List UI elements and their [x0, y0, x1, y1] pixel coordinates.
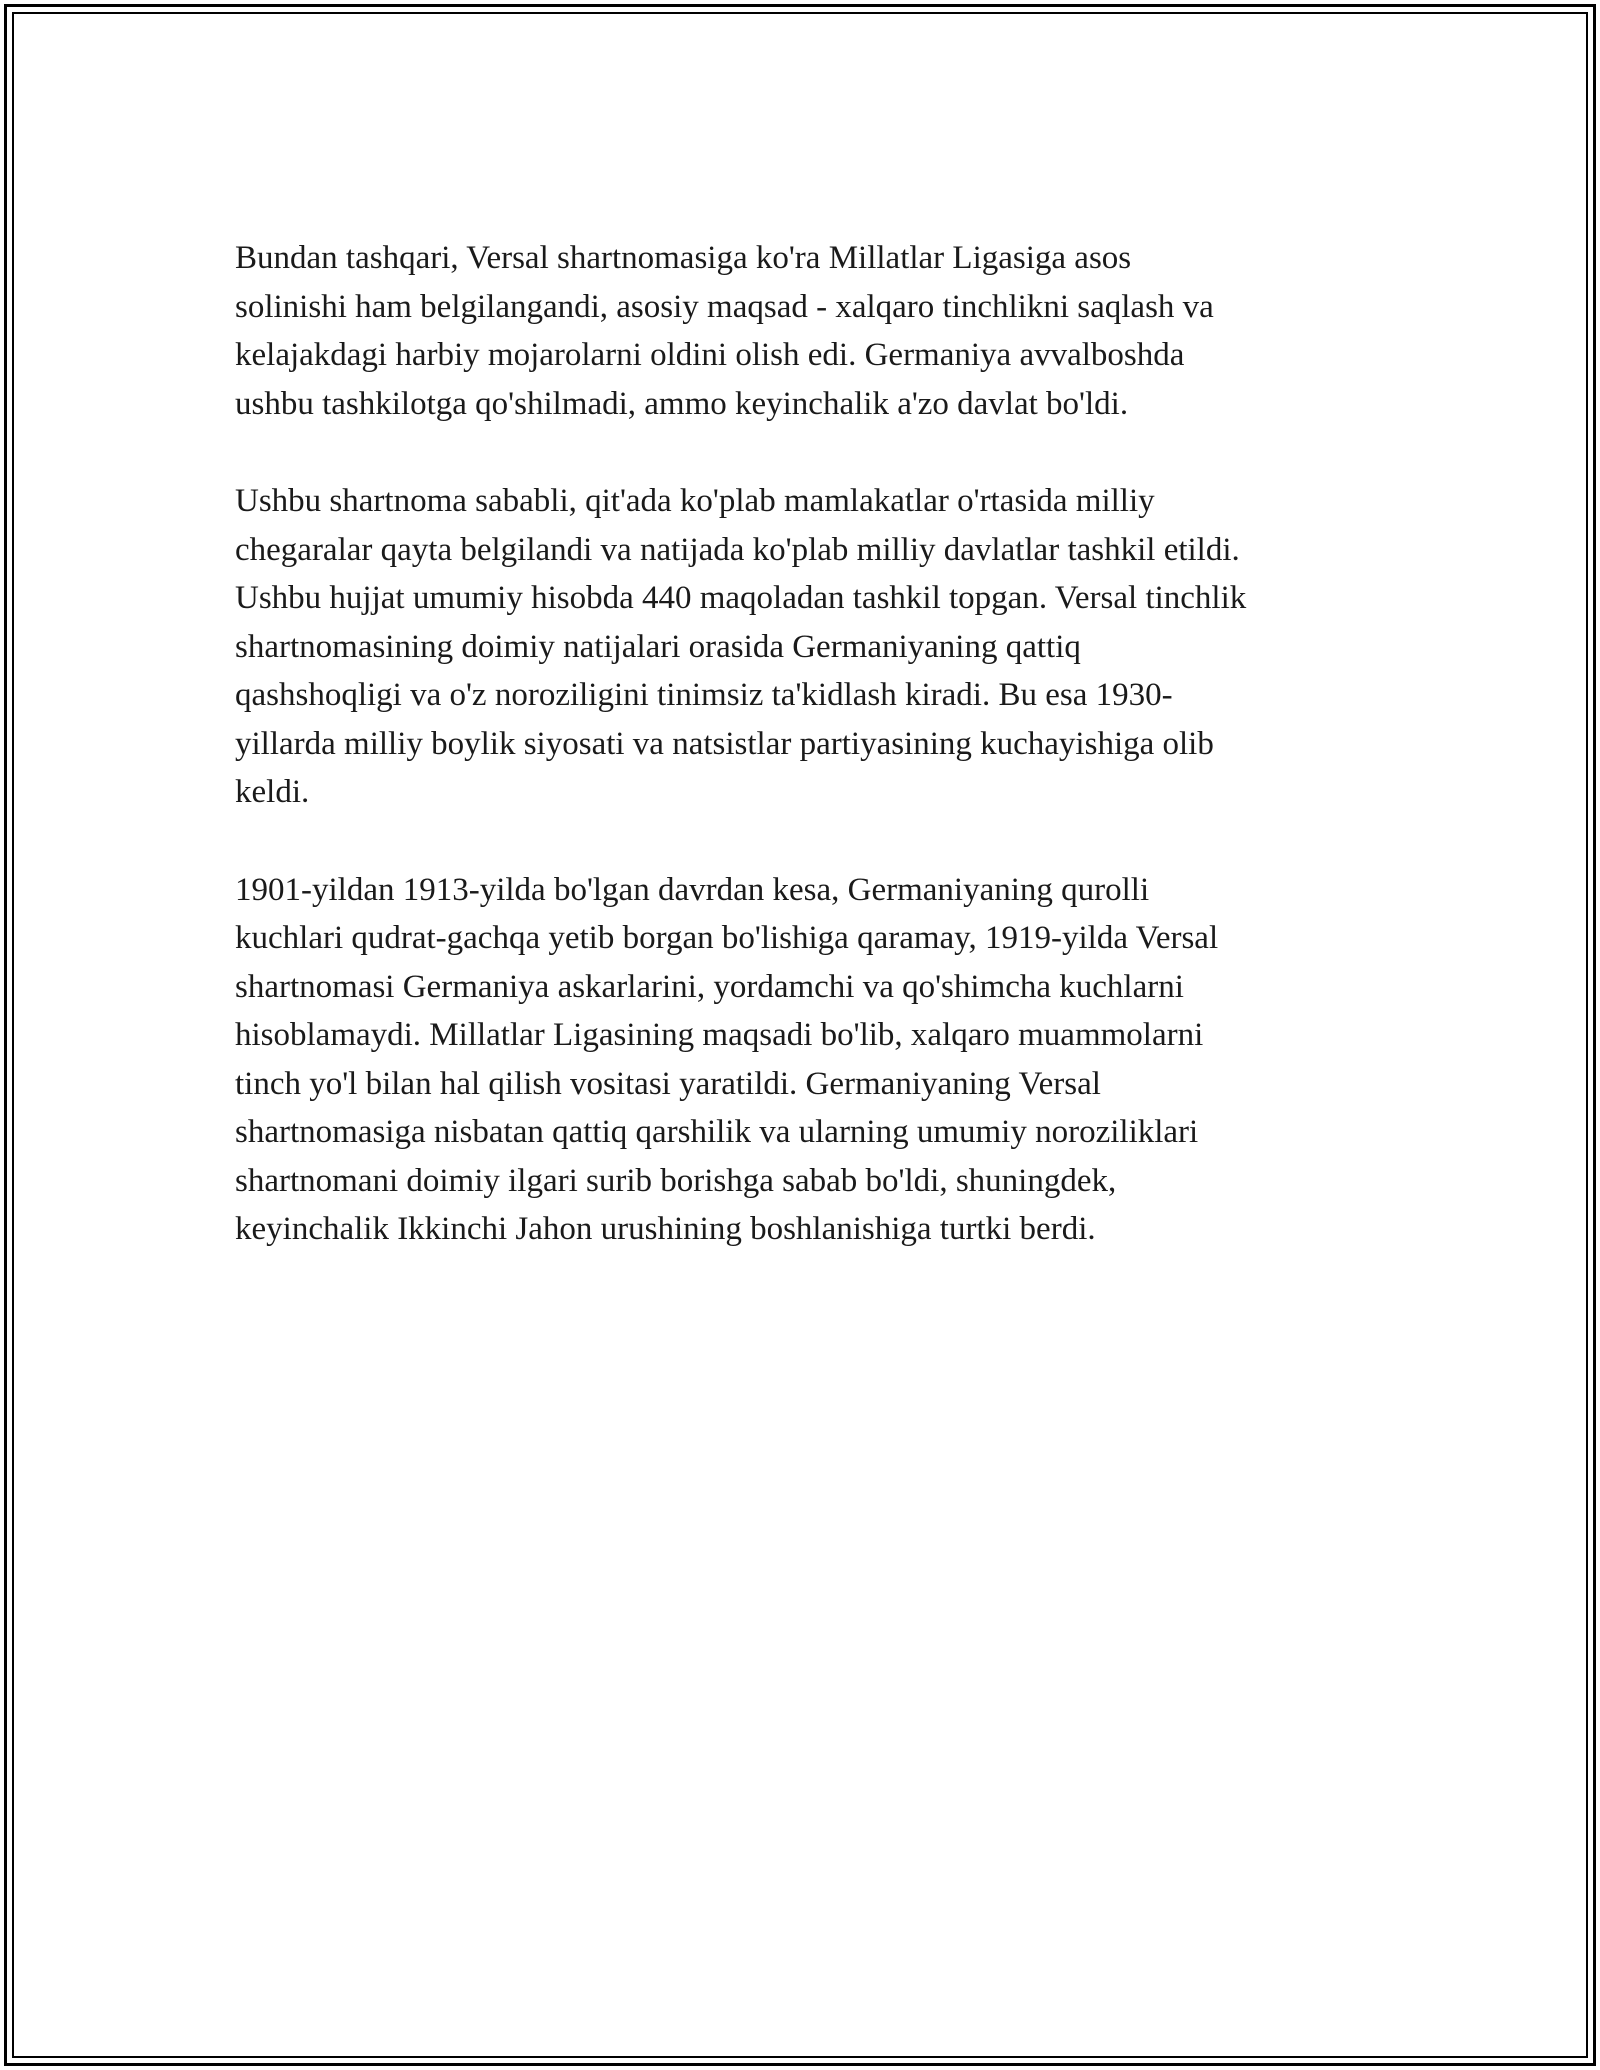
paragraph-1: Bundan tashqari, Versal shartnomasiga ko'ra Millatlar Ligasiga asos solinishi ham belgilangandi, asosiy maqsad - xalqaro tinchlikni saqlash va kelajakdagi harbiy mojarolarni oldini olish edi. Germaniya avvalboshda ushbu tashkilotga qo'shilmadi, ammo keyinchalik a'zo davlat bo'ldi.: [235, 240, 1214, 422]
paragraph-3: 1901-yildan 1913-yilda bo'lgan davrdan kesa, Germaniyaning qurolli kuchlari qudrat-gachqa yetib borgan bo'lishiga qaramay, 1919-yilda Versal shartnomasi Germaniya askarlarini, yordamchi va qo'shimcha kuchlarni hisoblamaydi. Millatlar Ligasining maqsadi bo'lib, xalqaro muammolarni tinch yo'l bilan hal qilish vositasi yaratildi. Germaniyaning Versal shartnomasiga nisbatan qattiq qarshilik va ularning umumiy noroziliklari shartnomani doimiy ilgari surib borishga sabab bo'ldi, shuningdek, keyinchalik Ikkinchi Jahon urushining boshlanishiga turtki berdi.: [235, 871, 1219, 1247]
paragraph-2: Ushbu shartnoma sababli, qit'ada ko'plab mamlakatlar o'rtasida milliy chegaralar qayta belgilandi va natijada ko'plab milliy davlatlar tashkil etildi. Ushbu hujjat umumiy hisobda 440 maqoladan tashkil topgan. Versal tinchlik shartnomasining doimiy natijalari orasida Germaniyaning qattiq qashshoqligi va o'z noroziligini tinimsiz ta'kidlash kiradi. Bu esa 1930- yillarda milliy boylik siyosati va natsistlar partiyasining kuchayishiga olib keldi.: [235, 483, 1247, 810]
document-body: [235, 234, 1375, 1303]
